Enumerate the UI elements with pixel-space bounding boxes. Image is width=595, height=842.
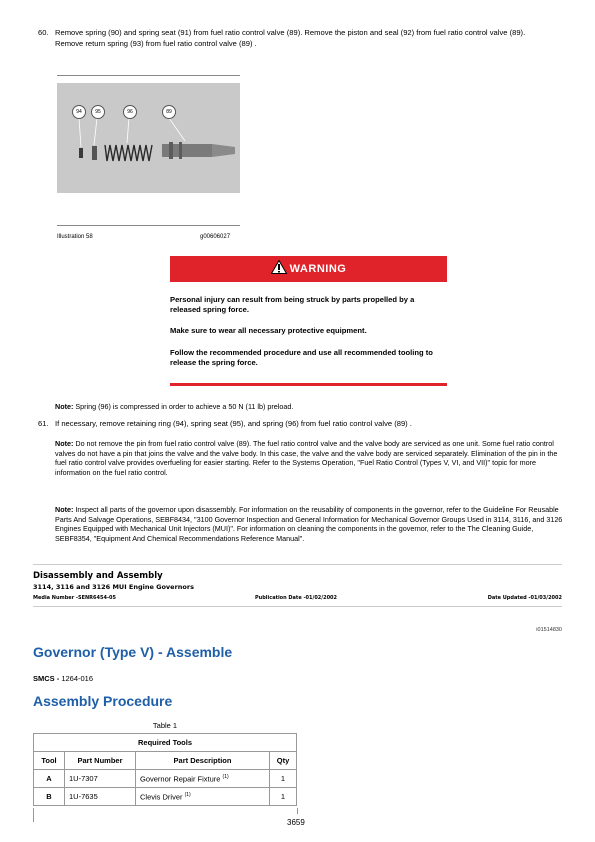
table-title-row	[34, 734, 297, 752]
warning-text-2: Make sure to wear all necessary protective equipment.	[170, 326, 367, 335]
table-continuation-line	[33, 808, 34, 822]
column-header: Tool	[34, 752, 65, 770]
media-number: Media Number -SENR6454-05	[33, 595, 116, 601]
illustration-photo	[57, 83, 240, 193]
warning-title: WARNING	[289, 263, 347, 275]
note-label: Note:	[55, 505, 74, 514]
required-tools-table	[33, 733, 297, 806]
note-text: Do not remove the pin from fuel ratio control valve (89). The fuel ratio control valve and the valve body are serviced as one unit. Some fuel ratio control valves do not have a pin that joins the valve and the valve body. In this case, the valve and the valve body are serviced separately. Elimination of the pin in the fuel ratio control valve provides overfueling for easier starting. Refer to the Systems Operation, "Fuel Ratio Control (Types V, VI, and VII)" topic for more information on the fuel ratio control.	[55, 439, 558, 477]
column-header: Part Number	[65, 752, 136, 770]
publication-date: Publication Date -01/02/2002	[255, 595, 338, 601]
callout-95: 95	[91, 105, 105, 119]
note-spring-preload	[55, 402, 564, 412]
footnote-ref: (1)	[222, 773, 229, 780]
procedure-title: Assembly Procedure	[33, 693, 173, 709]
callout-94: 94	[72, 105, 86, 119]
part-number-cell: 1U-7307	[65, 770, 136, 788]
illustration-id: g00606027	[200, 234, 231, 240]
part-description-cell	[136, 770, 270, 788]
document-id: i01514830	[536, 627, 562, 633]
note-text: Spring (96) is compressed in order to achieve a 50 N (11 lb) preload.	[73, 402, 294, 411]
smcs-code	[33, 674, 93, 683]
smcs-value: 1264-016	[59, 674, 94, 683]
qty-cell: 1	[270, 788, 297, 806]
warning-banner	[170, 256, 447, 282]
illustration-top-rule	[57, 75, 240, 76]
header-divider-bottom	[33, 606, 562, 607]
qty-cell: 1	[270, 770, 297, 788]
note-fuel-ratio-pin	[55, 439, 564, 477]
step-number: 61.	[38, 419, 49, 428]
footnote-ref: (1)	[184, 791, 191, 798]
spring-seat-part	[92, 146, 97, 160]
note-label: Note:	[55, 439, 74, 448]
tool-cell: B	[34, 788, 65, 806]
step-text: If necessary, remove retaining ring (94), spring seat (95), and spring (96) from fuel ratio control valve (89) .	[55, 419, 412, 428]
tool-cell: A	[34, 770, 65, 788]
retaining-ring-part	[79, 148, 83, 158]
note-label: Note:	[55, 402, 74, 411]
step-number: 60.	[38, 28, 49, 37]
table-title: Required Tools	[34, 734, 297, 752]
note-text: Inspect all parts of the governor upon disassembly. For information on the reusability of components in the governor, refer to the Guideline For Reusable Parts And Salvage Operations, SEBF8434, "3100 Governor Inspection and General Information for Mechanical Governor Groups Used in 3114, 3116, and 3126 Engines Equipped with Mechanical Unit Injectors (MUI)". For information on cleaning the components in the governor, refer to the The Cleaning Guide, SEBF8354, "Equipment And Chemical Recommendations Reference Manual".	[55, 505, 563, 543]
table-row	[34, 788, 297, 806]
callout-89: 89	[162, 105, 176, 119]
illustration-bottom-rule	[57, 225, 240, 226]
doc-title: Disassembly and Assembly	[33, 571, 163, 581]
table-continuation-line-right	[297, 808, 298, 814]
column-header: Qty	[270, 752, 297, 770]
note-inspect-parts	[55, 505, 564, 543]
valve-parts-photo	[57, 83, 240, 193]
doc-subtitle: 3114, 3116 and 3126 MUI Engine Governors	[33, 583, 194, 591]
illustration-label: Illustration 58	[57, 234, 93, 240]
part-description: Governor Repair Fixture	[140, 774, 221, 784]
warning-triangle-icon	[271, 260, 287, 274]
table-caption: Table 1	[152, 721, 178, 730]
table-header-row	[34, 752, 297, 770]
callout-96: 96	[123, 105, 137, 119]
warning-text-1: Personal injury can result from being struck by parts propelled by a released spring force.	[170, 295, 415, 314]
step-60	[38, 28, 563, 52]
spring-part	[105, 145, 152, 161]
date-updated: Date Updated -01/03/2002	[487, 595, 562, 601]
step-text: Remove spring (90) and spring seat (91) from fuel ratio control valve (89). Remove the piston and seal (92) from fuel ratio control valve (89). Remove return spring (93) from fuel ratio control valve (89) .	[55, 28, 526, 48]
page-number: 3659	[287, 818, 305, 827]
part-description-cell	[136, 788, 270, 806]
step-61	[38, 419, 563, 431]
table-row	[34, 770, 297, 788]
warning-text-3: Follow the recommended procedure and use all recommended tooling to release the spring force.	[170, 348, 433, 367]
warning-bottom-rule	[170, 383, 447, 386]
part-description: Clevis Driver	[140, 792, 183, 802]
section-title: Governor (Type V) - Assemble	[33, 644, 233, 660]
header-divider	[33, 564, 562, 565]
column-header: Part Description	[136, 752, 270, 770]
smcs-label: SMCS -	[33, 674, 60, 683]
part-number-cell: 1U-7635	[65, 788, 136, 806]
